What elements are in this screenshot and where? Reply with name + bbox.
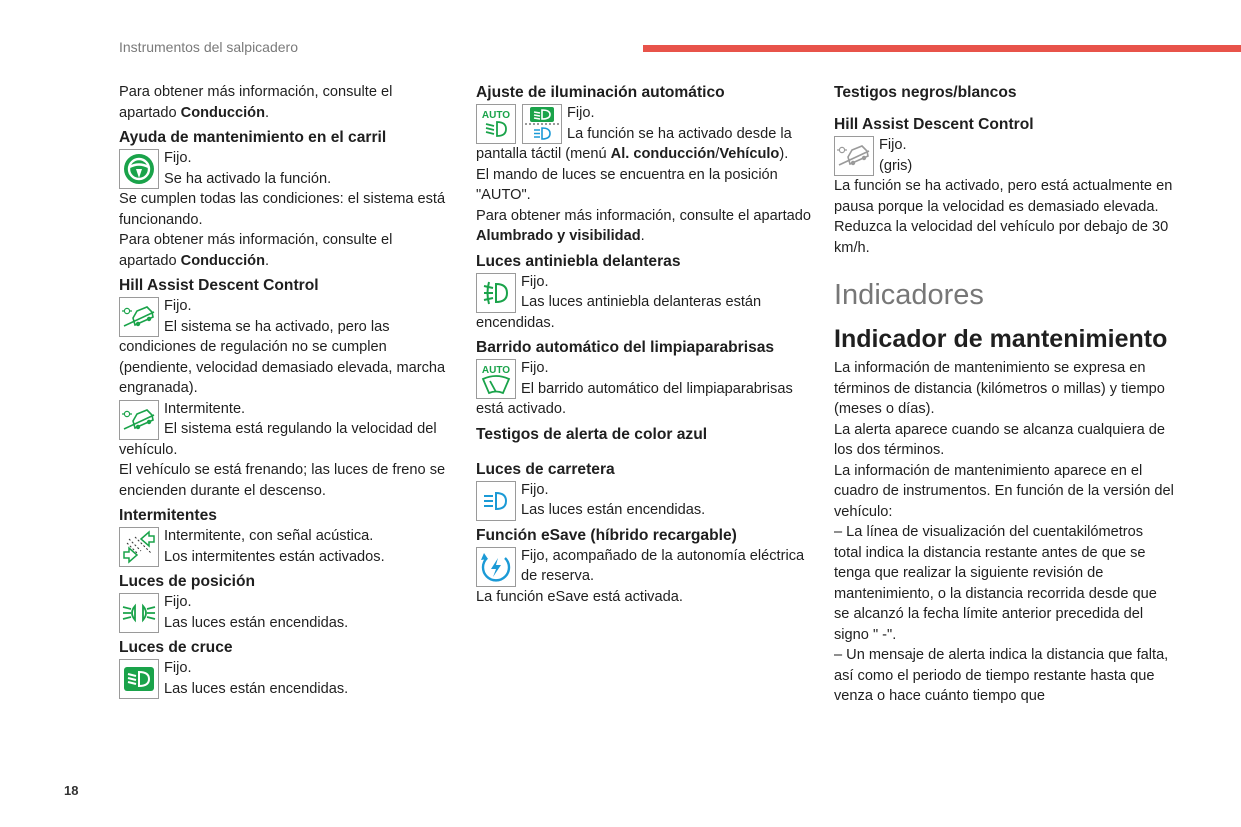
position-lights-lamp (119, 593, 159, 633)
main-beam-icon (479, 487, 513, 515)
car-descent-icon (121, 302, 157, 332)
dipped-beam-block: Fijo. Las luces están encendidas. (119, 658, 449, 699)
maintenance-heading: Indicador de mantenimiento (834, 325, 1168, 353)
front-fog-block: Fijo. Las luces antiniebla delanteras están encendidas. (476, 273, 762, 331)
main-beam-block: Fijo. Las luces están encendidas. (476, 480, 816, 521)
lane-keep-warning-lamp (119, 149, 159, 189)
position-lights-heading: Luces de posición (119, 573, 256, 590)
maintenance-paragraph: La alerta aparece cuando se alcanza cualquiera de los dos términos. (834, 421, 1166, 458)
esave-lamp (476, 547, 516, 587)
section-heading: Indicadores (834, 279, 984, 311)
auto-lighting-dual-lamp (522, 104, 562, 144)
fog-light-icon (479, 278, 513, 308)
running-header: Instrumentos del salpicadero (119, 39, 298, 55)
hadc-heading: Hill Assist Descent Control (119, 277, 319, 294)
maintenance-paragraph: – Un mensaje de alerta indica la distancia que falta, así como el periodo de tiempo restante hasta que venza o hace cuánto tiempo que (834, 647, 1169, 704)
hadc-green-lamp (119, 297, 159, 337)
front-fog-lamp (476, 273, 516, 313)
front-fog-heading: Luces antiniebla delanteras (476, 252, 681, 270)
esave-block: Fijo, acompañado de la autonomía eléctrica de reserva. (476, 546, 816, 587)
blue-warning-heading: Testigos de alerta de color azul (476, 425, 708, 443)
indicators-block: Intermitente, con señal acústica. Los intermitentes están activados. (119, 526, 449, 567)
turn-signal-lamp (119, 527, 159, 567)
hadc-grey-heading: Hill Assist Descent Control (834, 116, 1034, 133)
dipped-beam-heading: Luces de cruce (119, 639, 233, 656)
main-beam-lamp (476, 481, 516, 521)
hadc-fixed-block: Fijo. El sistema se ha activado, pero las condiciones de regulación no se cumplen (pendiente, velocidad demasiado elevada, marcha engranada). (119, 298, 446, 396)
hadc-grey-block: Fijo. (gris) (834, 135, 1174, 176)
header-accent-bar (643, 45, 1241, 52)
esave-heading: Función eSave (híbrido recargable) (476, 526, 737, 544)
page-number: 18 (64, 783, 79, 798)
indicators-heading: Intermitentes (119, 507, 217, 524)
auto-lighting-heading: Ajuste de iluminación automático (476, 84, 725, 101)
auto-wiper-lamp (476, 359, 516, 399)
wiper-icon (479, 362, 513, 396)
turn-arrows-icon (121, 529, 157, 565)
lane-keep-heading: Ayuda de mantenimiento en el carril (119, 129, 387, 146)
column-1: Para obtener más información, consulte el apartado Conducción. Ayuda de mantenimiento en el carril Fijo. Se ha activado la función. Se cumplen todas las condiciones: el sistema está funcionando. Para obtener más información, consulte el apartado Conducción. Hill Assist Descent Control Fijo. El sistema se ha activado, pero las condiciones de regulación no se cumplen (pendiente, velocidad demasiado elevada, marcha engranada). Intermitente. El sistema está regulando la velocidad del vehículo. El vehículo se está frenando; las luces de freno se encienden durante el descenso. Intermitentes Intermitente, con señal acústica. Los intermitentes están activados. Luces de posición Fijo. Las luces están encendidas. Luces de cruce Fijo. Las luces están encendidas. (119, 82, 449, 699)
svg-text:AUTO: AUTO (481, 110, 511, 121)
auto-lighting-block: AUTO Fijo. La función se ha activado desde la pantalla táctil (menú Al. conducción/Vehículo). (476, 105, 792, 162)
hadc-blinking-block: Intermitente. El sistema está regulando la velocidad del vehículo. (119, 400, 437, 458)
steering-wheel-icon (122, 152, 156, 186)
auto-wiper-heading: Barrido automático del limpiaparabrisas (476, 339, 775, 356)
dipped-main-beam-icon (524, 106, 560, 142)
main-beam-heading: Luces de carretera (476, 460, 615, 478)
maintenance-paragraph: La información de mantenimiento se expresa en términos de distancia (kilómetros o millas) y tiempo (meses o días). (834, 360, 1165, 417)
lane-keep-block: Fijo. Se ha activado la función. (119, 148, 449, 189)
intro-paragraph: Para obtener más información, consulte el apartado Conducción. (119, 84, 393, 121)
side-lights-icon (121, 600, 157, 626)
car-descent-icon (121, 405, 157, 435)
dipped-beam-icon (122, 665, 156, 693)
column-2: Ajuste de iluminación automático AUTO Fijo. La función se ha activado desde la pantalla táctil (menú Al. conducción/Vehículo). El mando de luces se encuentra en la posición "AUTO". Para obtener más información, consulte el apartado Alumbrado y visibilidad. Luces antiniebla delanteras Fijo. Las luces antiniebla delanteras están encendidas. Barrido automático del limpiaparabrisas AUTO Fijo. El barrido automático del limpiaparabrisas está activado. Testigos de alerta de color azul Luces de carretera Fijo. Las luces están encendidas. Función eSave (híbrido recargable) Fijo, acompañado de la autonomía eléctrica de reserva. La función eSave está activada. (476, 82, 816, 607)
position-lights-block: Fijo. Las luces están encendidas. (119, 592, 449, 633)
hadc-green-lamp-blinking (119, 400, 159, 440)
maintenance-paragraph: La información de mantenimiento aparece en el cuadro de instrumentos. En función de la versión del vehículo: (834, 462, 1174, 520)
maintenance-paragraph: – La línea de visualización del cuentakilómetros total indica la distancia restante antes de que se tenga que realizar la siguiente revisión de mantenimiento, o la distancia recorrida desde que se alcanzó la fecha límite anterior precedida del signo " -". (834, 524, 1157, 643)
column-3: Testigos negros/blancos Hill Assist Descent Control Fijo. (gris) La función se ha activado, pero está actualmente en pausa porque la velocidad es demasiado elevada. Reduzca la velocidad del vehículo por debajo de 30 km/h. Indicadores Indicador de mantenimiento La información de mantenimiento se expresa en términos de distancia (kilómetros o millas) y tiempo (meses o días). La alerta aparece cuando se alcanza cualquiera de los dos términos. La información de mantenimiento aparece en el cuadro de instrumentos. En función de la versión del vehículo: – La línea de visualización del cuentakilómetros total indica la distancia restante antes de que se tenga que realizar la siguiente revisión de mantenimiento, o la distancia recorrida desde que se alcanzó la fecha límite anterior precedida del signo " -". – Un mensaje de alerta indica la distancia que falta, así como el periodo de tiempo restante hasta que venza o hace cuánto tiempo que (834, 82, 1174, 707)
esave-icon (478, 549, 514, 585)
car-descent-icon (836, 141, 872, 171)
hadc-grey-lamp (834, 136, 874, 176)
auto-headlamp-icon (479, 107, 513, 141)
auto-lighting-lamp (476, 104, 516, 144)
dipped-beam-lamp (119, 659, 159, 699)
bw-warning-heading: Testigos negros/blancos (834, 84, 1017, 101)
auto-wiper-block: AUTO Fijo. El barrido automático del limpiaparabrisas está activado. (476, 360, 793, 417)
svg-text:AUTO: AUTO (481, 365, 511, 376)
